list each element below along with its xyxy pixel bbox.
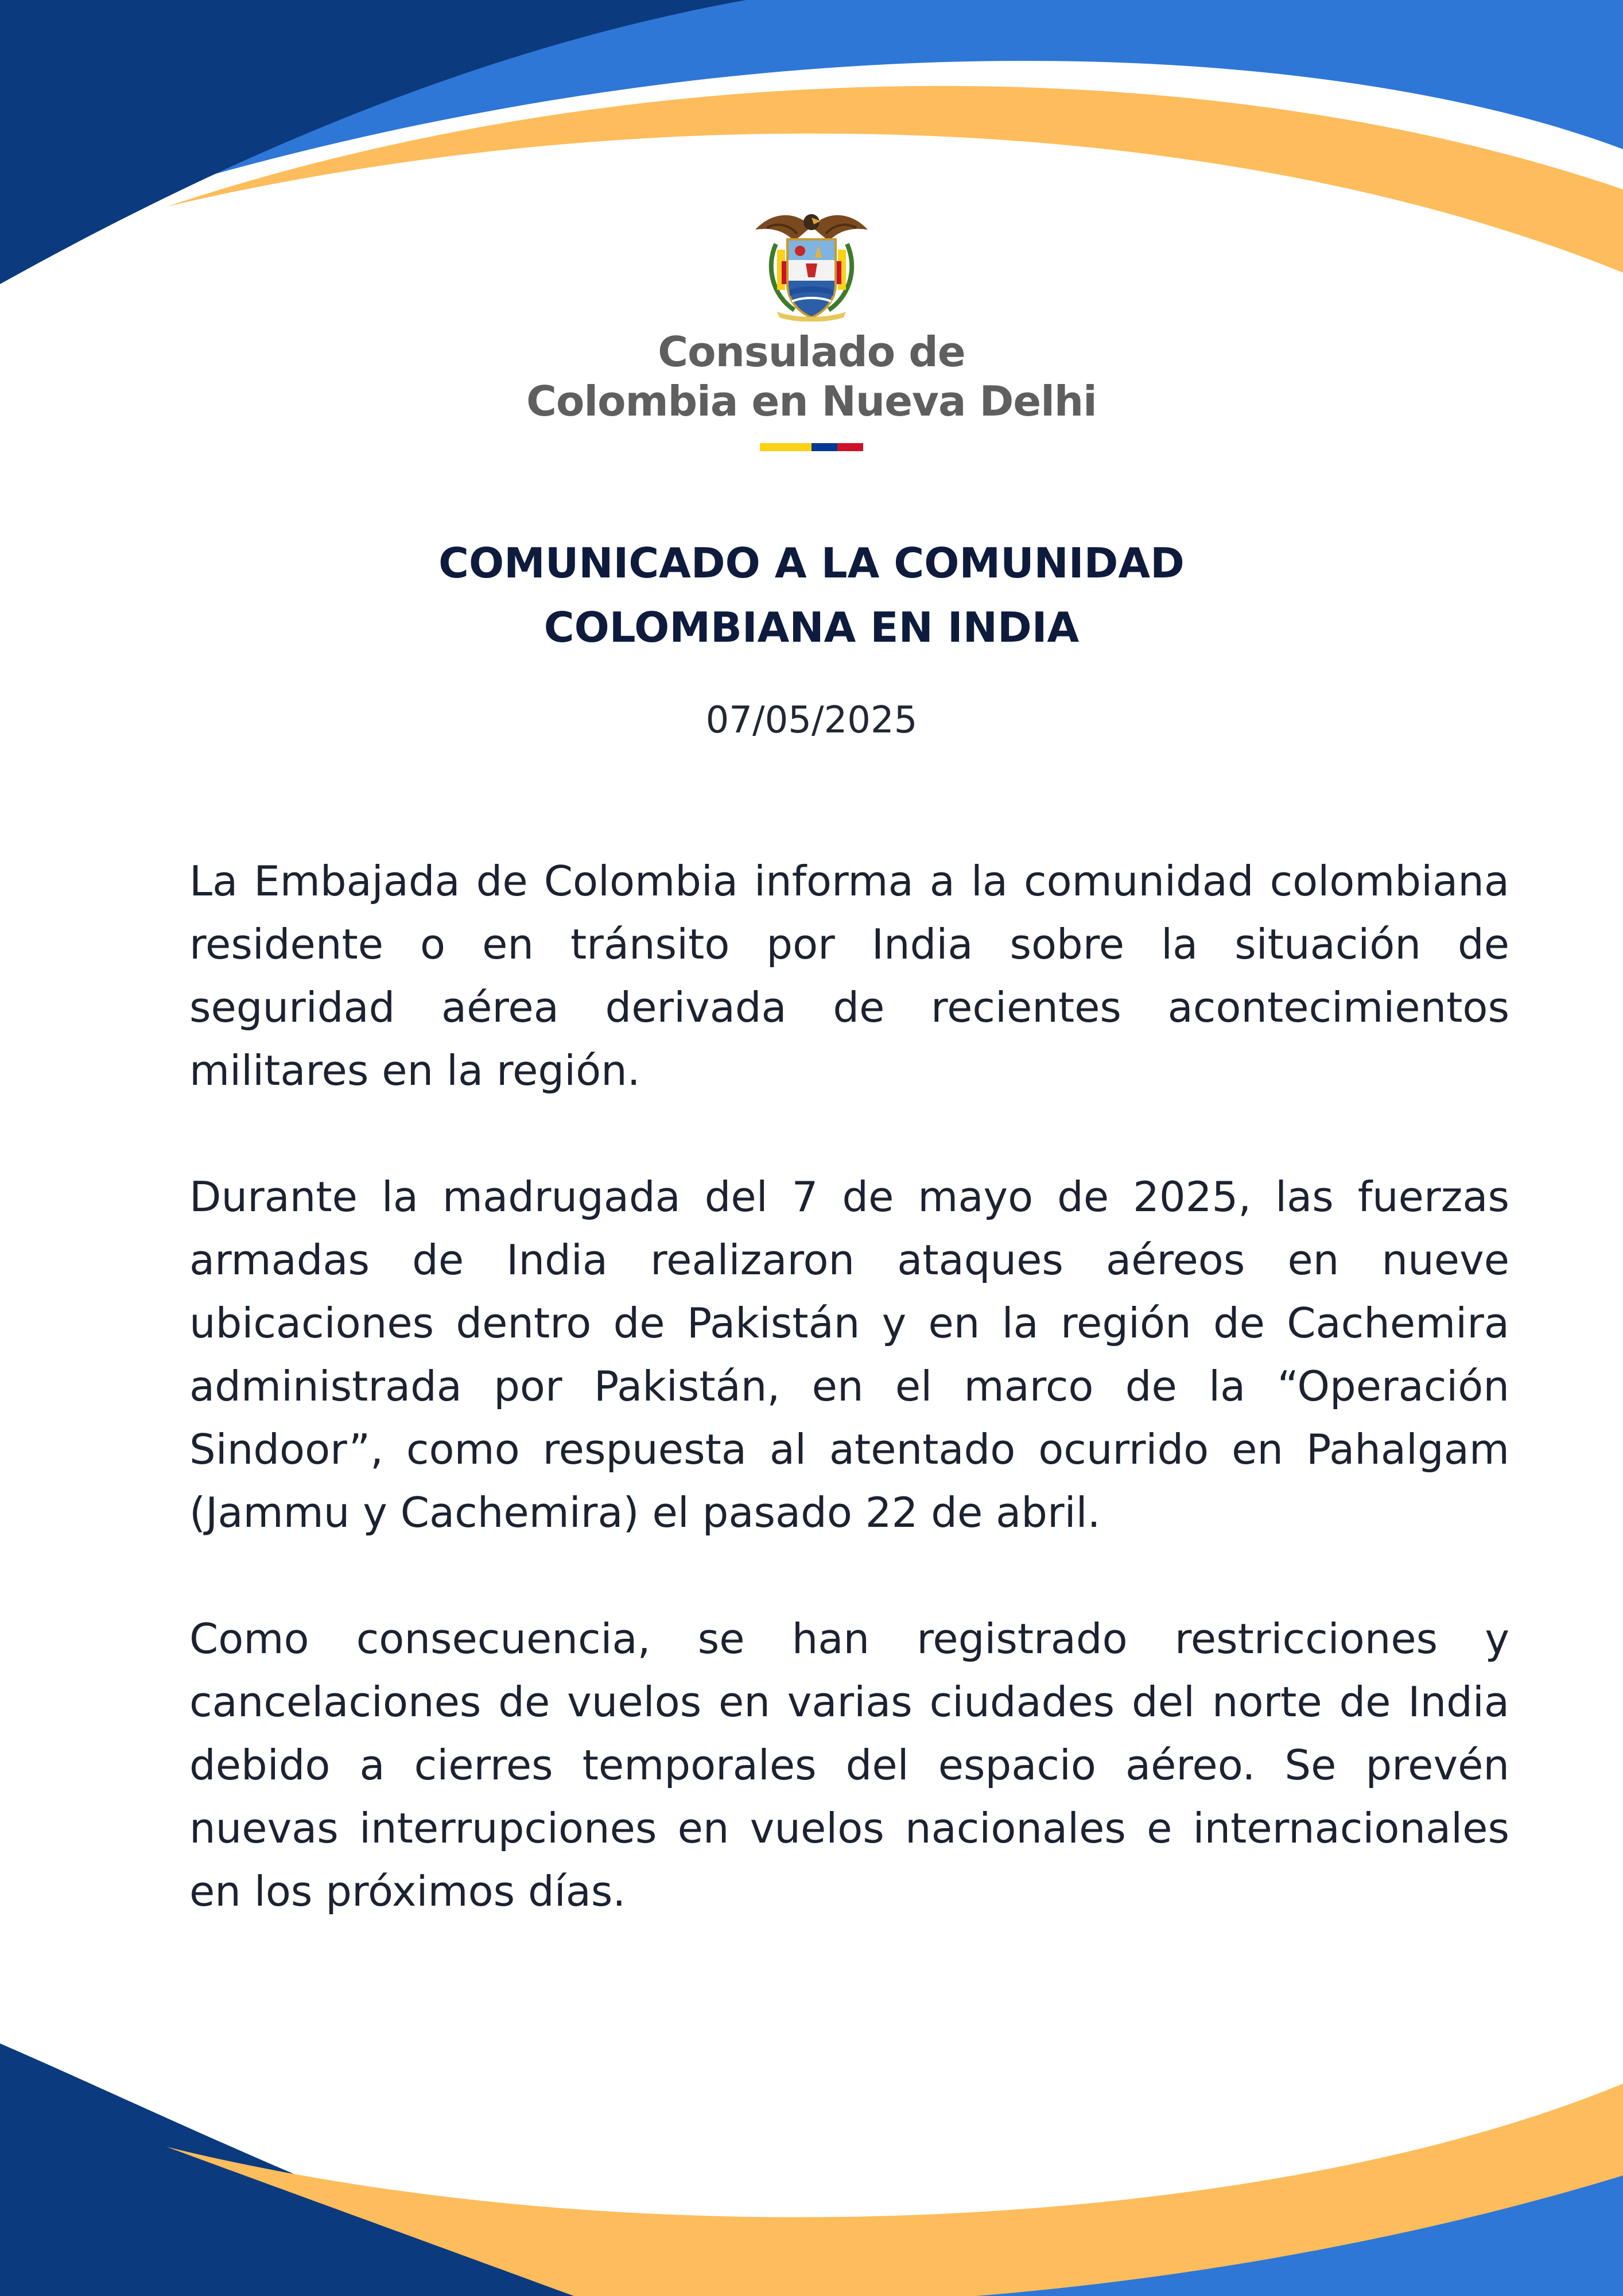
flag-blue-stripe xyxy=(812,443,837,451)
colombia-flag-bar xyxy=(760,443,863,451)
flag-yellow-stripe xyxy=(760,443,812,451)
body-paragraph: Durante la madrugada del 7 de mayo de 2025, las fuerzas armadas de India realizaron ataques aéreos en nueve ubicaciones dentro de Pakistán y en la región de Cachemira administrada por Pakistán, en el marco de la “Operación Sindoor”, como respuesta al atentado ocurrido en Pahalgam (Jammu y Cachemira) el pasado 22 de abril. xyxy=(189,1173,1509,1537)
communique-date: 07/05/2025 xyxy=(705,699,918,742)
body-paragraph: Como consecuencia, se han registrado restricciones y cancelaciones de vuelos en varias ciudades del norte de India debido a cierres temporales del espacio aéreo. Se prevén nuevas interrupciones en vuelos nacionales e internacionales en los próximos días. xyxy=(189,1615,1509,1915)
consulate-name xyxy=(0,327,1623,426)
consulate-name-line1: Consulado de xyxy=(658,328,965,376)
colombia-coat-of-arms-icon xyxy=(754,204,869,321)
consulate-name-line2: Colombia en Nueva Delhi xyxy=(526,377,1097,425)
flag-red-stripe xyxy=(837,443,863,451)
consulate-header xyxy=(0,204,1623,451)
page-title-line1: COMUNICADO A LA COMUNIDAD xyxy=(438,539,1185,587)
page-title xyxy=(0,531,1623,660)
body-paragraph: La Embajada de Colombia informa a la comunidad colombiana residente o en tránsito por India sobre la situación de seguridad aérea derivada de recientes acontecimientos militares en la región. xyxy=(189,857,1509,1095)
page-title-line2: COLOMBIANA EN INDIA xyxy=(543,603,1080,651)
bottom-wave-decoration xyxy=(0,2043,1623,2296)
communique-body xyxy=(189,850,1509,1986)
